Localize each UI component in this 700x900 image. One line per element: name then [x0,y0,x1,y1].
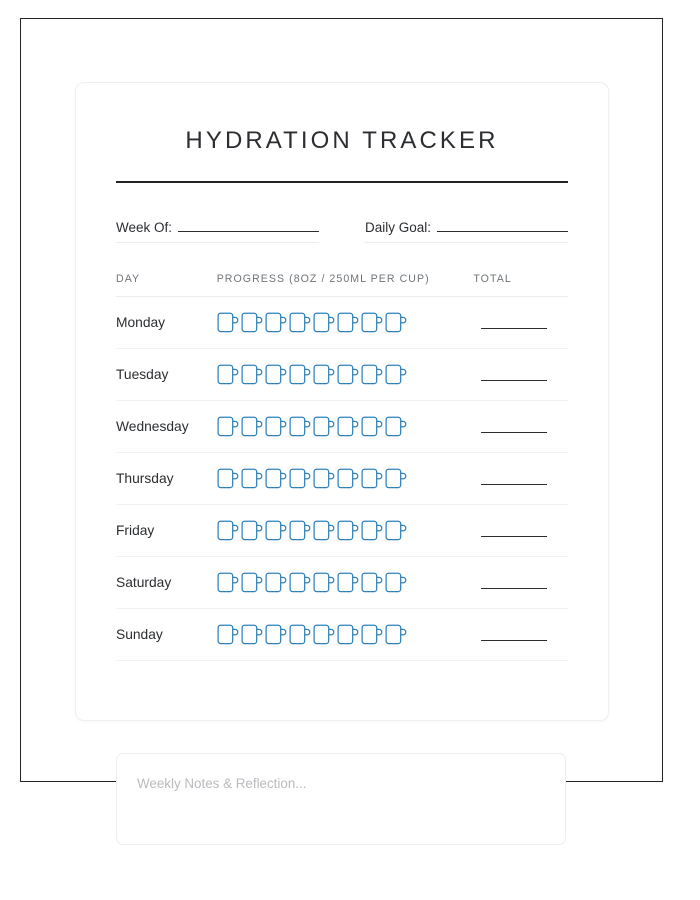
cup-icon[interactable] [361,310,383,335]
cup-icon[interactable] [385,518,407,543]
total-cell [473,349,568,401]
total-blank-line[interactable] [481,629,547,641]
total-blank-line[interactable] [481,525,547,537]
cup-icon[interactable] [313,518,335,543]
progress-cell [217,505,474,557]
daily-goal-field[interactable] [365,219,568,243]
cup-icon[interactable] [241,414,263,439]
cup-icon[interactable] [361,570,383,595]
cup-checkbox-group [217,310,474,335]
cup-icon[interactable] [337,310,359,335]
total-cell [473,453,568,505]
cup-icon[interactable] [289,414,311,439]
progress-cell [217,297,474,349]
column-header-progress: PROGRESS (8OZ / 250ML PER CUP) [216,273,430,285]
cup-icon[interactable] [289,310,311,335]
meta-fields-row [116,219,568,243]
cup-icon[interactable] [241,622,263,647]
hydration-tracker-card [75,82,609,721]
day-cell [116,401,217,453]
cup-icon[interactable] [385,310,407,335]
cup-icon[interactable] [385,362,407,387]
cup-checkbox-group [217,622,474,647]
day-label: Friday [116,522,155,538]
cup-icon[interactable] [337,518,359,543]
week-of-label: Week Of: [116,220,173,235]
day-label: Sunday [116,626,163,642]
cup-icon[interactable] [289,622,311,647]
table-header-row [116,273,568,297]
day-cell [116,297,217,349]
hydration-table [116,273,568,661]
column-header-total: TOTAL [473,273,512,285]
cup-icon[interactable] [313,362,335,387]
cup-icon[interactable] [337,622,359,647]
progress-cell [217,349,474,401]
weekly-notes-input[interactable] [116,753,566,845]
cup-icon[interactable] [361,362,383,387]
cup-icon[interactable] [313,310,335,335]
cup-checkbox-group [217,570,474,595]
week-of-field[interactable] [116,219,319,243]
cup-icon[interactable] [217,466,239,491]
cup-icon[interactable] [265,622,287,647]
progress-cell [217,401,474,453]
cup-icon[interactable] [289,362,311,387]
progress-cell [217,609,474,661]
table-row [116,557,568,609]
cup-icon[interactable] [361,518,383,543]
table-row [116,401,568,453]
total-blank-line[interactable] [481,421,547,433]
daily-goal-label: Daily Goal: [365,220,432,235]
cup-icon[interactable] [313,466,335,491]
table-body [116,297,568,661]
cup-icon[interactable] [289,570,311,595]
cup-icon[interactable] [385,570,407,595]
cup-icon[interactable] [361,466,383,491]
cup-icon[interactable] [313,414,335,439]
day-label: Wednesday [116,418,189,434]
day-label: Thursday [116,470,174,486]
cup-icon[interactable] [289,466,311,491]
day-label: Saturday [116,574,172,590]
cup-icon[interactable] [241,362,263,387]
total-cell [473,609,568,661]
cup-icon[interactable] [361,622,383,647]
cup-icon[interactable] [337,362,359,387]
total-cell [473,505,568,557]
total-blank-line[interactable] [481,473,547,485]
cup-icon[interactable] [217,622,239,647]
table-row [116,349,568,401]
cup-icon[interactable] [241,466,263,491]
table-head [116,273,568,297]
day-cell [116,505,217,557]
cup-icon[interactable] [265,518,287,543]
table-row [116,453,568,505]
day-label: Monday [116,314,166,330]
cup-icon[interactable] [265,466,287,491]
cup-icon[interactable] [265,414,287,439]
cup-checkbox-group [217,362,474,387]
table-row [116,609,568,661]
progress-cell [217,453,474,505]
day-label: Tuesday [116,366,169,382]
cup-icon[interactable] [217,310,239,335]
total-blank-line[interactable] [481,369,547,381]
cup-icon[interactable] [217,570,239,595]
day-cell [116,609,217,661]
daily-goal-blank-line[interactable] [437,219,568,232]
cup-icon[interactable] [265,310,287,335]
total-cell [473,297,568,349]
cup-icon[interactable] [217,518,239,543]
day-cell [116,557,217,609]
table-row [116,505,568,557]
cup-icon[interactable] [217,362,239,387]
day-cell [116,349,217,401]
total-cell [473,401,568,453]
cup-icon[interactable] [385,414,407,439]
total-cell [473,557,568,609]
cup-checkbox-group [217,518,474,543]
cup-icon[interactable] [265,570,287,595]
cup-icon[interactable] [337,570,359,595]
table-row [116,297,568,349]
cup-icon[interactable] [313,570,335,595]
cup-icon[interactable] [313,622,335,647]
cup-icon[interactable] [337,466,359,491]
cup-icon[interactable] [361,414,383,439]
cup-icon[interactable] [265,362,287,387]
cup-icon[interactable] [217,414,239,439]
cup-icon[interactable] [385,622,407,647]
cup-icon[interactable] [241,570,263,595]
cup-icon[interactable] [289,518,311,543]
total-blank-line[interactable] [481,577,547,589]
cup-icon[interactable] [385,466,407,491]
cup-icon[interactable] [337,414,359,439]
cup-icon[interactable] [241,518,263,543]
page-title: HYDRATION TRACKER [185,127,499,154]
progress-cell [217,557,474,609]
cup-checkbox-group [217,414,474,439]
cup-checkbox-group [217,466,474,491]
day-cell [116,453,217,505]
total-blank-line[interactable] [481,317,547,329]
title-divider [116,181,568,183]
cup-icon[interactable] [241,310,263,335]
column-header-day: DAY [116,273,141,285]
week-of-blank-line[interactable] [178,219,319,232]
